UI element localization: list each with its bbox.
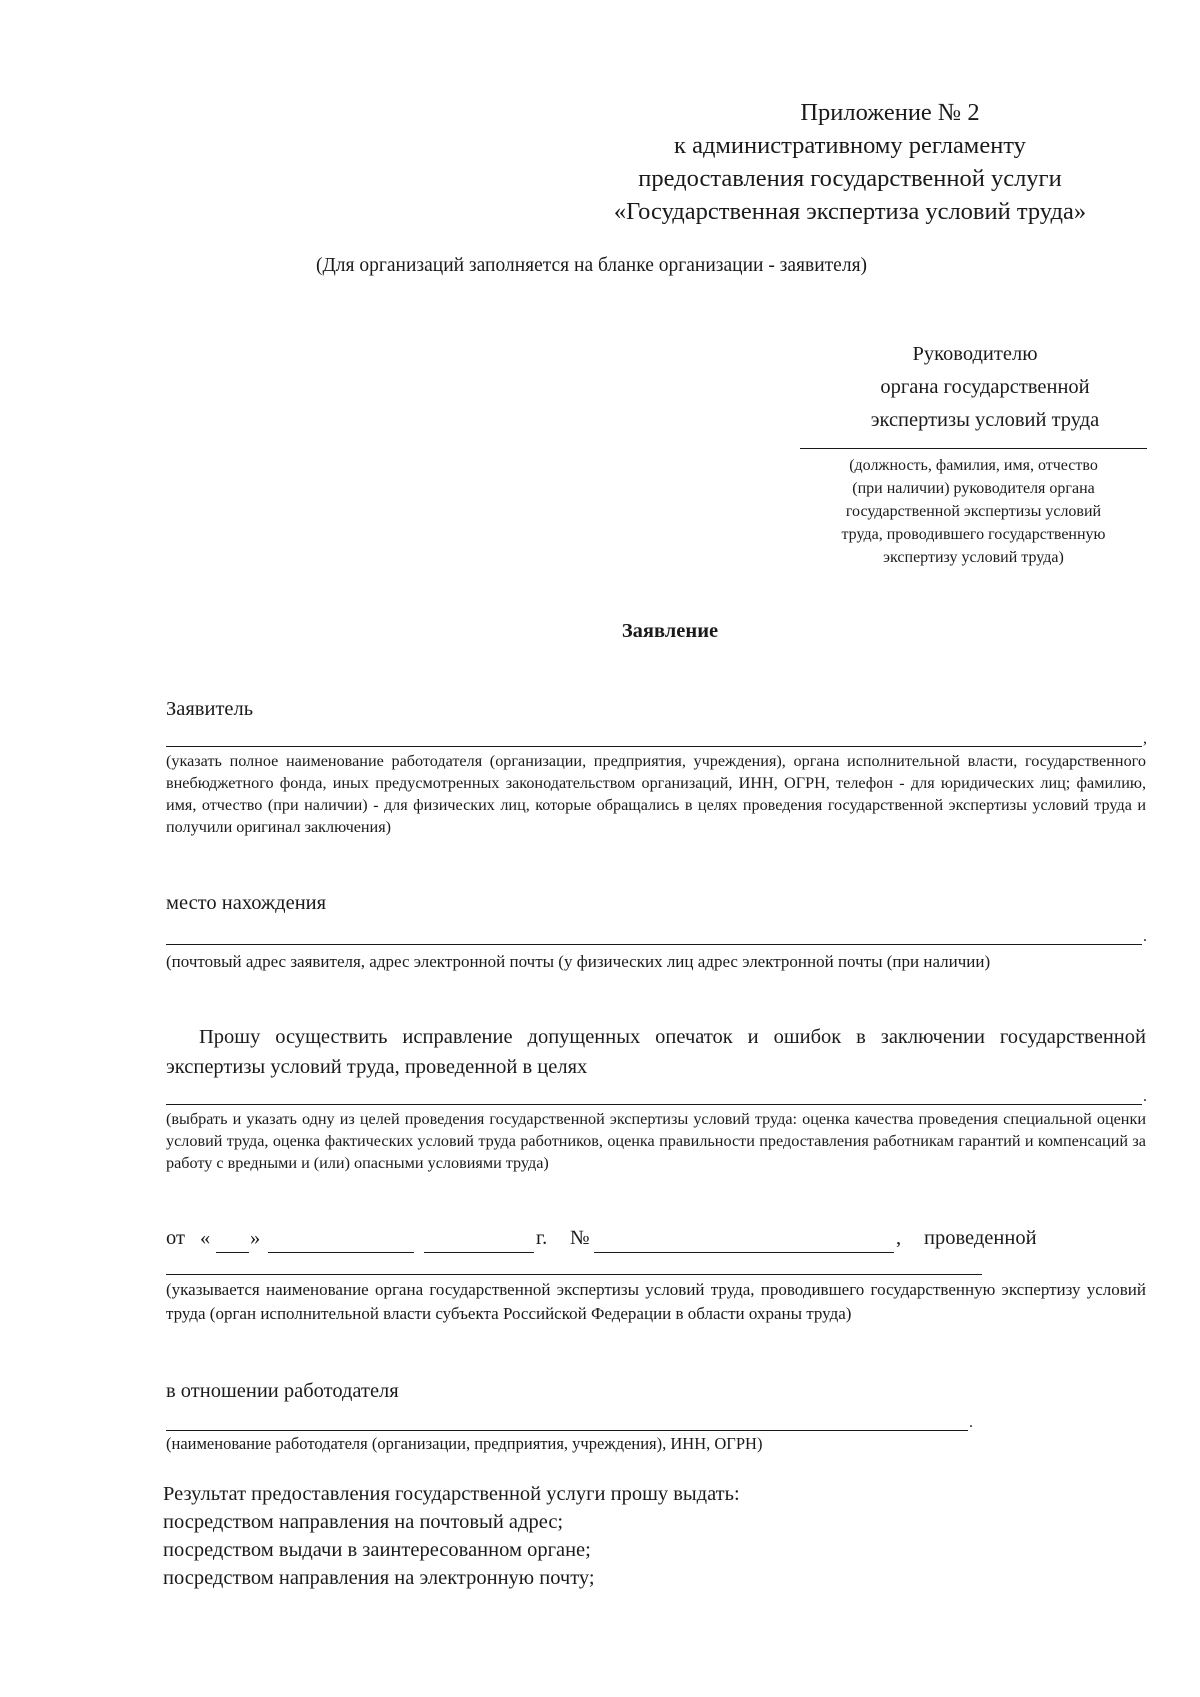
addressee-hint-2: (при наличии) руководителя органа — [852, 480, 1095, 497]
result-option-post[interactable]: посредством направления на почтовый адрес; — [163, 1511, 564, 1533]
blank-note: (Для организаций заполняется на бланке организации - заявителя) — [316, 255, 868, 276]
date-from-label: от — [166, 1227, 185, 1249]
appendix-title: Приложение № 2 — [800, 99, 980, 126]
applicant-hint: (указать полное наименование работодателя (организации, предприятия, учреждения), органа исполнительной власти, государственного внебюджетного фонда, иных предусмотренных законодательством организаций, ИНН, ОГРН, телефон - для юридических лиц; фамилию, имя, отчество (при наличии) - для физических лиц, которые обращались в целях проведения государственной экспертизы условий труда и получили оригинал заключения) — [166, 752, 1146, 836]
addressee-fill-line[interactable] — [800, 448, 1147, 449]
organ-hint: (указывается наименование органа государственной экспертизы условий труда, проводившего государственную экспертизу условий труда (орган исполнительной власти субъекта Российской Федерации в области охраны труда) — [166, 1280, 1146, 1323]
addressee-line-3: экспертизы условий труда — [870, 409, 1100, 431]
addressee-hint-3: государственной экспертизы условий — [845, 503, 1102, 520]
addressee-hint-1: (должность, фамилия, имя, отчество — [849, 457, 1098, 474]
addressee-line-2: органа государственной — [880, 376, 1090, 398]
date-year-suffix: г. — [536, 1227, 548, 1249]
addressee-hint-5: экспертизу условий труда) — [883, 549, 1064, 566]
location-label: место нахождения — [166, 892, 327, 914]
result-block — [163, 1480, 1063, 1592]
request-line-dot: . — [1143, 1088, 1147, 1105]
date-month-field[interactable] — [268, 1252, 414, 1253]
date-day-field[interactable] — [216, 1252, 249, 1253]
location-line-dot: . — [1143, 928, 1147, 945]
date-close-quote: » — [250, 1227, 261, 1249]
location-hint: (почтовый адрес заявителя, адрес электронной почты (у физических лиц адрес электронной почты (при наличии) — [166, 952, 991, 971]
request-text: Прошу осуществить исправление допущенных опечаток и ошибок в заключении государственной экспертизы условий труда, проведенной в целях — [166, 1026, 1146, 1078]
organ-fill-line[interactable] — [166, 1274, 982, 1275]
employer-hint: (наименование работодателя (организации, предприятия, учреждения), ИНН, ОГРН) — [166, 1434, 763, 1453]
applicant-line-comma: , — [1143, 730, 1147, 747]
date-open-quote: « — [200, 1227, 211, 1249]
document-title: Заявление — [621, 620, 719, 642]
result-heading: Результат предоставления государственной услуги прошу выдать: — [163, 1483, 740, 1505]
conducted-label: проведенной — [924, 1227, 1037, 1249]
employer-label: в отношении работодателя — [166, 1380, 399, 1402]
addressee-hint-4: труда, проводившего государственную — [841, 526, 1106, 543]
applicant-fill-line[interactable] — [166, 746, 1142, 747]
employer-line-dot: . — [969, 1414, 973, 1431]
result-option-email[interactable]: посредством направления на электронную почту; — [163, 1567, 595, 1589]
date-year-field[interactable] — [424, 1252, 534, 1253]
location-fill-line[interactable] — [166, 944, 1142, 945]
applicant-label: Заявитель — [166, 698, 254, 720]
request-hint: (выбрать и указать одну из целей проведения государственной экспертизы условий труда: оценка качества проведения специальной оценки условий труда, оценка фактических условий труда работников, оценка правильности предоставления работникам гарантий и компенсаций за работу с вредными и (или) опасными условиями труда) — [166, 1110, 1146, 1172]
appendix-line-service-name: «Государственная экспертиза условий труда» — [613, 198, 1087, 225]
addressee-line-1: Руководителю — [912, 343, 1038, 365]
number-sign: № — [570, 1227, 590, 1249]
result-option-office[interactable]: посредством выдачи в заинтересованном органе; — [163, 1539, 591, 1561]
appendix-line-service: предоставления государственной услуги — [638, 165, 1062, 192]
appendix-line-regulation: к административному регламенту — [674, 132, 1026, 159]
employer-fill-line[interactable] — [166, 1430, 968, 1431]
number-comma: , — [896, 1227, 902, 1249]
number-field[interactable] — [594, 1252, 894, 1253]
request-fill-line[interactable] — [166, 1104, 1142, 1105]
